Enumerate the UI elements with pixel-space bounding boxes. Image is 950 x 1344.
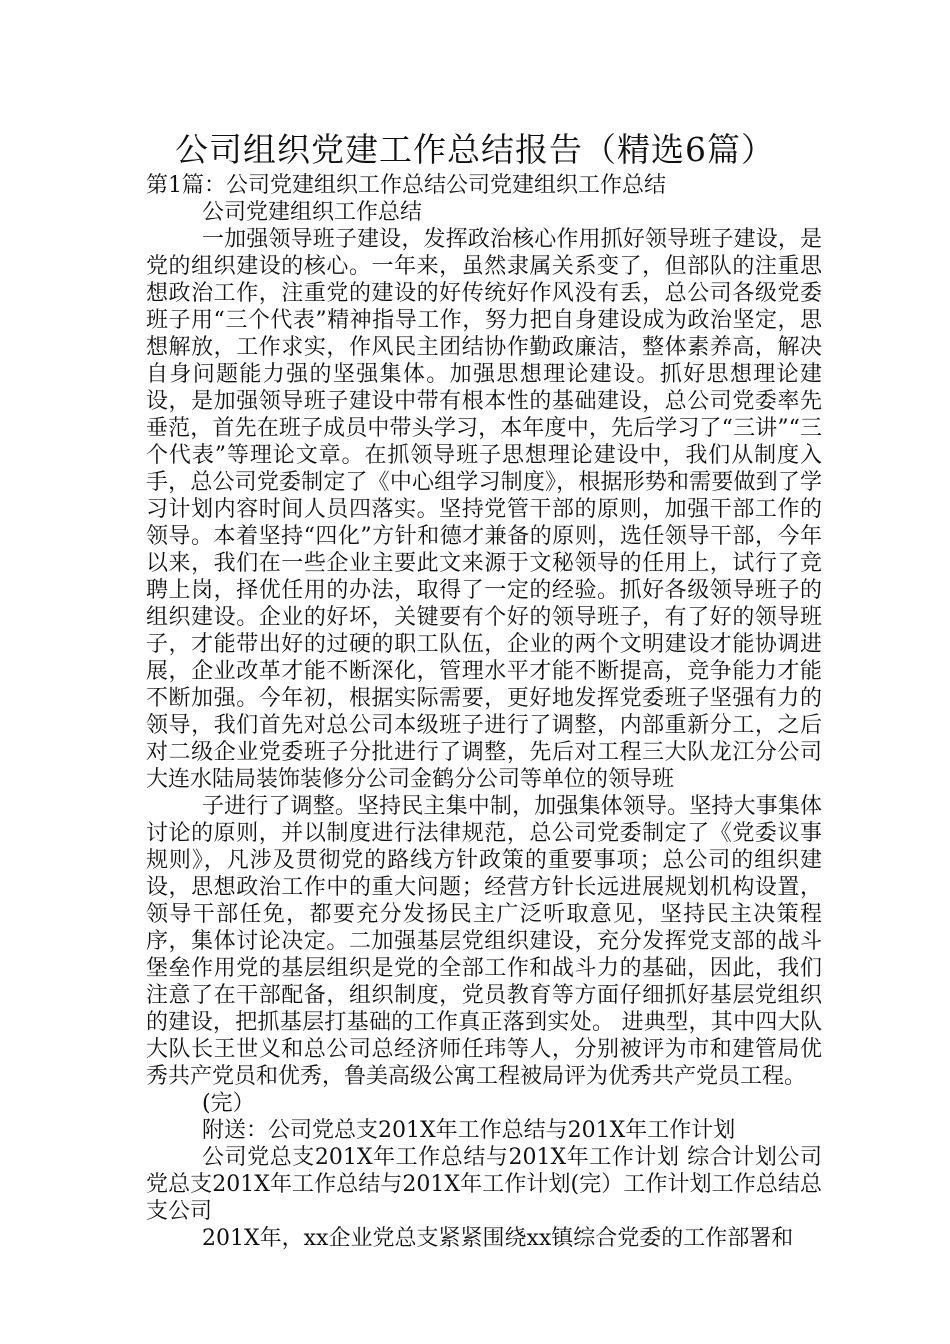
document-title: 公司组织党建工作总结报告（精选6篇） bbox=[175, 130, 775, 169]
paragraph-2: 子进行了调整。坚持民主集中制，加强集体领导。坚持大事集体讨论的原则，并以制度进行法律规范，总公司党委制定了《党委议事规则》，凡涉及贯彻党的路线方针政策的重要事项；总公司的组织建设，思想政治工作中的重大问题；经营方针长远进展规划机构设置，领导干部任免，都要充分发扬民主广泛听取意见，坚持民主决策程序，集体讨论决定。二加强基层党组织建设，充分发挥党支部的战斗堡垒作用党的基层组织是党的全部工作和战斗力的基础，因此，我们注意了在干部配备，组织制度，党员教育等方面仔细抓好基层党组织的建设，把抓基层打基础的工作真正落到实处。 进典型，其中四大队大队长王世义和总公司总经济师任玮等人，分别被评为市和建管局优秀共产党员和优秀，鲁美高级公寓工程被局评为优秀共产党员工程。 bbox=[146, 794, 822, 1089]
final-paragraph: 201X年，xx企业党总支紧紧围绕xx镇综合党委的工作部署和 bbox=[202, 1226, 794, 1251]
appendix-heading: 附送：公司党总支201X年工作总结与201X年工作计划 bbox=[202, 1118, 736, 1143]
section-heading: 第1篇：公司党建组织工作总结公司党建组织工作总结 bbox=[146, 173, 666, 198]
end-mark: (完） bbox=[202, 1091, 255, 1116]
paragraph-1: 一加强领导班子建设，发挥政治核心作用抓好领导班子建设，是党的组织建设的核心。一年来，虽然隶属关系变了，但部队的注重思想政治工作，注重党的建设的好传统好作风没有丢，总公司各级党委班子用“三个代表”精神指导工作，努力把自身建设成为政治坚定，思想解放，工作求实，作风民主团结协作勤政廉洁，整体素养高，解决自身问题能力强的坚强集体。加强思想理论建设。抓好思想理论建设，是加强领导班子建设中带有根本性的基础建设，总公司党委率先垂范，首先在班子成员中带头学习，本年度中，先后学习了“三讲”“三个代表”等理论文章。在抓领导班子思想理论建设中，我们从制度入手，总公司党委制定了《中心组学习制度》，根据形势和需要做到了学习计划内容时间人员四落实。坚持党管干部的原则，加强干部工作的领导。本着坚持“四化”方针和德才兼备的原则，选任领导干部，今年以来，我们在一些企业主要此文来源于文秘领导的任用上，试行了竞聘上岗，择优任用的办法，取得了一定的经验。抓好各级领导班子的组织建设。企业的好坏，关键要有个好的领导班子，有了好的领导班子，才能带出好的过硬的职工队伍，企业的两个文明建设才能协调进展，企业改革才能不断深化，管理水平才能不断提高，竞争能力才能不断加强。今年初，根据实际需要，更好地发挥党委班子坚强有力的领导，我们首先对总公司本级班子进行了调整，内部重新分工，之后对二级企业党委班子分批进行了调整，先后对工程三大队龙江分公司大连水陆局装饰装修分公司金鹤分公司等单位的领导班 bbox=[146, 227, 822, 792]
document-body bbox=[146, 172, 822, 1252]
appendix-paragraph: 公司党总支201X年工作总结与201X年工作计划 综合计划公司党总支201X年工作总结与201X年工作计划(完）工作计划工作总结总支公司 bbox=[146, 1145, 822, 1224]
section-subheading: 公司党建组织工作总结 bbox=[202, 200, 423, 225]
